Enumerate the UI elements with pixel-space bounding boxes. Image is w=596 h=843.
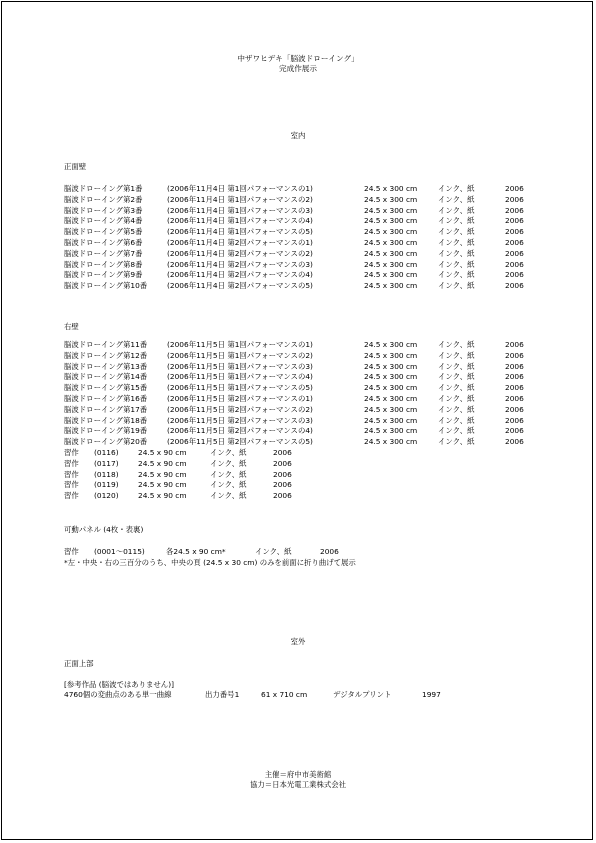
work-title: 脳波ドローイング第8番 bbox=[64, 259, 143, 269]
organizer-credit: 主催＝府中市美術館 bbox=[264, 770, 332, 779]
work-date: (2006年11月5日 第1回パフォーマンスの5) bbox=[167, 383, 313, 393]
work-size: 24.5 x 300 cm bbox=[364, 270, 418, 280]
work-medium: インク、紙 bbox=[438, 270, 475, 280]
work-medium: インク、紙 bbox=[438, 426, 475, 436]
work-medium: インク、紙 bbox=[438, 415, 475, 425]
work-year: 2006 bbox=[505, 270, 524, 280]
work-medium: インク、紙 bbox=[438, 194, 475, 204]
work-date: (2006年11月5日 第1回パフォーマンスの4) bbox=[167, 372, 313, 382]
work-size: 24.5 x 300 cm bbox=[364, 394, 418, 403]
work-title: 脳波ドローイング第20番 bbox=[64, 437, 148, 447]
work-date: (2006年11月4日 第2回パフォーマンスの3) bbox=[167, 259, 313, 269]
study-medium: インク、紙 bbox=[210, 480, 247, 490]
front-wall-label: 正面壁 bbox=[64, 162, 87, 171]
work-date: (2006年11月5日 第2回パフォーマンスの1) bbox=[167, 394, 313, 403]
study-year: 2006 bbox=[273, 480, 292, 490]
work-medium: インク、紙 bbox=[438, 216, 475, 226]
work-year: 2006 bbox=[505, 437, 524, 447]
work-title: 脳波ドローイング第9番 bbox=[64, 270, 143, 280]
work-year: 2006 bbox=[505, 205, 524, 215]
work-size: 24.5 x 300 cm bbox=[364, 227, 418, 237]
study-title: 習作 bbox=[64, 469, 79, 479]
reference-row-medium: デジタルプリント bbox=[333, 690, 392, 699]
work-date: (2006年11月5日 第1回パフォーマンスの3) bbox=[167, 361, 313, 371]
work-year: 2006 bbox=[505, 259, 524, 269]
work-medium: インク、紙 bbox=[438, 361, 475, 371]
section-heading-outdoor: 室外 bbox=[290, 637, 306, 646]
work-year: 2006 bbox=[505, 194, 524, 204]
work-medium: インク、紙 bbox=[438, 437, 475, 447]
study-title: 習作 bbox=[64, 458, 79, 468]
work-size: 24.5 x 300 cm bbox=[364, 184, 418, 193]
work-medium: インク、紙 bbox=[438, 281, 475, 291]
work-year: 2006 bbox=[505, 227, 524, 237]
reference-row-name: 4760個の変曲点のある単一曲線 bbox=[64, 690, 172, 699]
movable-panel-note: *左・中央・右の三百分のうち、中央の頁 (24.5 x 30 cm) のみを前面に折り曲げて展示 bbox=[64, 558, 356, 567]
work-date: (2006年11月4日 第1回パフォーマンスの1) bbox=[167, 184, 313, 193]
work-year: 2006 bbox=[505, 350, 524, 360]
work-size: 24.5 x 300 cm bbox=[364, 259, 418, 269]
work-medium: インク、紙 bbox=[438, 372, 475, 382]
study-title: 習作 bbox=[64, 480, 79, 490]
work-year: 2006 bbox=[505, 216, 524, 226]
work-title: 脳波ドローイング第13番 bbox=[64, 361, 148, 371]
work-medium: インク、紙 bbox=[438, 394, 475, 403]
study-title: 習作 bbox=[64, 491, 79, 501]
movable-panel-row-size: 各24.5 x 90 cm* bbox=[166, 547, 226, 556]
study-number: (0119) bbox=[94, 480, 119, 490]
work-size: 24.5 x 300 cm bbox=[364, 437, 418, 447]
work-title: 脳波ドローイング第10番 bbox=[64, 281, 148, 291]
document-title: 中ザワヒデキ「脳波ドローイング」 bbox=[237, 54, 359, 63]
work-title: 脳波ドローイング第15番 bbox=[64, 383, 148, 393]
work-year: 2006 bbox=[505, 361, 524, 371]
movable-panel-label: 可動パネル (4枚・表裏) bbox=[64, 525, 144, 534]
work-year: 2006 bbox=[505, 415, 524, 425]
cooperation-credit: 協力＝日本光電工業株式会社 bbox=[249, 780, 347, 789]
document-page bbox=[1, 1, 593, 840]
study-size: 24.5 x 90 cm bbox=[138, 480, 187, 490]
work-title: 脳波ドローイング第11番 bbox=[64, 340, 148, 349]
work-year: 2006 bbox=[505, 394, 524, 403]
work-year: 2006 bbox=[505, 372, 524, 382]
work-date: (2006年11月5日 第1回パフォーマンスの1) bbox=[167, 340, 313, 349]
work-year: 2006 bbox=[505, 184, 524, 193]
work-title: 脳波ドローイング第2番 bbox=[64, 194, 143, 204]
work-date: (2006年11月4日 第2回パフォーマンスの5) bbox=[167, 281, 313, 291]
work-year: 2006 bbox=[505, 383, 524, 393]
movable-panel-row-medium: インク、紙 bbox=[255, 547, 292, 556]
work-date: (2006年11月5日 第2回パフォーマンスの4) bbox=[167, 426, 313, 436]
work-date: (2006年11月4日 第1回パフォーマンスの5) bbox=[167, 227, 313, 237]
work-medium: インク、紙 bbox=[438, 205, 475, 215]
work-size: 24.5 x 300 cm bbox=[364, 238, 418, 247]
study-number: (0117) bbox=[94, 458, 119, 468]
study-size: 24.5 x 90 cm bbox=[138, 458, 187, 468]
movable-panel-row-num: (0001～0115) bbox=[94, 547, 145, 556]
work-size: 24.5 x 300 cm bbox=[364, 372, 418, 382]
study-year: 2006 bbox=[273, 458, 292, 468]
work-size: 24.5 x 300 cm bbox=[364, 426, 418, 436]
work-title: 脳波ドローイング第17番 bbox=[64, 404, 148, 414]
work-medium: インク、紙 bbox=[438, 340, 475, 349]
work-date: (2006年11月4日 第2回パフォーマンスの1) bbox=[167, 238, 313, 247]
study-size: 24.5 x 90 cm bbox=[138, 448, 187, 457]
work-year: 2006 bbox=[505, 340, 524, 349]
work-size: 24.5 x 300 cm bbox=[364, 248, 418, 258]
work-year: 2006 bbox=[505, 248, 524, 258]
work-title: 脳波ドローイング第3番 bbox=[64, 205, 143, 215]
work-title: 脳波ドローイング第14番 bbox=[64, 372, 148, 382]
study-medium: インク、紙 bbox=[210, 448, 247, 457]
work-title: 脳波ドローイング第19番 bbox=[64, 426, 148, 436]
study-title: 習作 bbox=[64, 448, 79, 457]
movable-panel-row-year: 2006 bbox=[320, 547, 339, 556]
work-medium: インク、紙 bbox=[438, 184, 475, 193]
work-size: 24.5 x 300 cm bbox=[364, 216, 418, 226]
work-medium: インク、紙 bbox=[438, 238, 475, 247]
work-medium: インク、紙 bbox=[438, 383, 475, 393]
work-date: (2006年11月4日 第2回パフォーマンスの2) bbox=[167, 248, 313, 258]
right-wall-label: 右壁 bbox=[64, 322, 79, 331]
front-top-label: 正面上部 bbox=[64, 659, 94, 668]
study-year: 2006 bbox=[273, 491, 292, 501]
work-title: 脳波ドローイング第7番 bbox=[64, 248, 143, 258]
work-year: 2006 bbox=[505, 281, 524, 291]
document-subtitle: 完成作展示 bbox=[279, 64, 317, 73]
work-year: 2006 bbox=[505, 426, 524, 436]
work-date: (2006年11月4日 第2回パフォーマンスの4) bbox=[167, 270, 313, 280]
study-year: 2006 bbox=[273, 469, 292, 479]
work-year: 2006 bbox=[505, 238, 524, 247]
study-number: (0120) bbox=[94, 491, 119, 501]
work-title: 脳波ドローイング第18番 bbox=[64, 415, 148, 425]
work-size: 24.5 x 300 cm bbox=[364, 415, 418, 425]
reference-row-year: 1997 bbox=[422, 690, 441, 699]
study-year: 2006 bbox=[273, 448, 292, 457]
work-size: 24.5 x 300 cm bbox=[364, 383, 418, 393]
movable-panel-row-name: 習作 bbox=[64, 547, 79, 556]
work-medium: インク、紙 bbox=[438, 248, 475, 258]
work-year: 2006 bbox=[505, 404, 524, 414]
reference-row-size: 61 x 710 cm bbox=[261, 690, 308, 699]
study-medium: インク、紙 bbox=[210, 491, 247, 501]
study-size: 24.5 x 90 cm bbox=[138, 491, 187, 501]
work-medium: インク、紙 bbox=[438, 350, 475, 360]
work-size: 24.5 x 300 cm bbox=[364, 194, 418, 204]
study-number: (0116) bbox=[94, 448, 119, 457]
work-medium: インク、紙 bbox=[438, 227, 475, 237]
work-date: (2006年11月5日 第2回パフォーマンスの5) bbox=[167, 437, 313, 447]
study-size: 24.5 x 90 cm bbox=[138, 469, 187, 479]
study-number: (0118) bbox=[94, 469, 119, 479]
work-date: (2006年11月5日 第2回パフォーマンスの2) bbox=[167, 404, 313, 414]
reference-heading: [参考作品 (脳波ではありません)] bbox=[64, 680, 174, 689]
work-date: (2006年11月4日 第1回パフォーマンスの4) bbox=[167, 216, 313, 226]
work-title: 脳波ドローイング第6番 bbox=[64, 238, 143, 247]
work-size: 24.5 x 300 cm bbox=[364, 350, 418, 360]
work-title: 脳波ドローイング第1番 bbox=[64, 184, 143, 193]
work-title: 脳波ドローイング第5番 bbox=[64, 227, 143, 237]
reference-row-output: 出力番号1 bbox=[205, 690, 240, 699]
work-date: (2006年11月5日 第1回パフォーマンスの2) bbox=[167, 350, 313, 360]
work-date: (2006年11月4日 第1回パフォーマンスの2) bbox=[167, 194, 313, 204]
study-medium: インク、紙 bbox=[210, 458, 247, 468]
work-medium: インク、紙 bbox=[438, 404, 475, 414]
work-size: 24.5 x 300 cm bbox=[364, 340, 418, 349]
work-size: 24.5 x 300 cm bbox=[364, 404, 418, 414]
work-title: 脳波ドローイング第16番 bbox=[64, 394, 148, 403]
section-heading-indoor: 室内 bbox=[290, 131, 306, 140]
work-title: 脳波ドローイング第4番 bbox=[64, 216, 143, 226]
study-medium: インク、紙 bbox=[210, 469, 247, 479]
work-size: 24.5 x 300 cm bbox=[364, 205, 418, 215]
work-title: 脳波ドローイング第12番 bbox=[64, 350, 148, 360]
work-date: (2006年11月4日 第1回パフォーマンスの3) bbox=[167, 205, 313, 215]
work-medium: インク、紙 bbox=[438, 259, 475, 269]
work-date: (2006年11月5日 第2回パフォーマンスの3) bbox=[167, 415, 313, 425]
work-size: 24.5 x 300 cm bbox=[364, 361, 418, 371]
work-size: 24.5 x 300 cm bbox=[364, 281, 418, 291]
